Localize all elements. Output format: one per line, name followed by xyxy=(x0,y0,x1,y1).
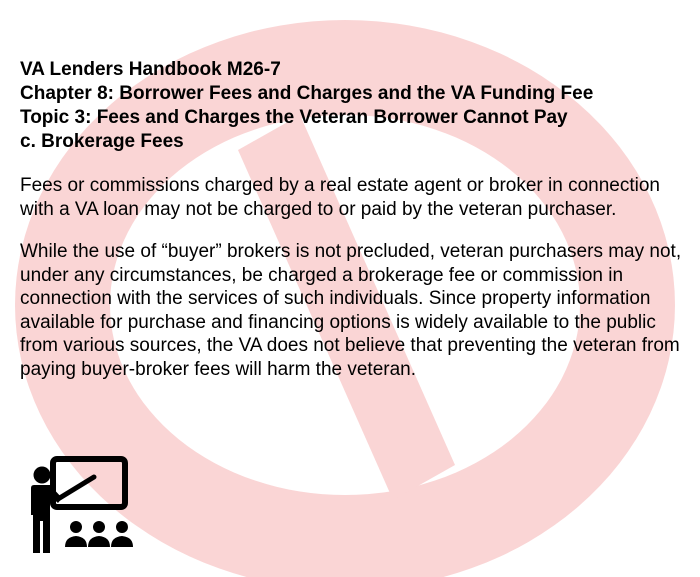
teacher-presentation-icon xyxy=(28,455,138,555)
chapter-title: Chapter 8: Borrower Fees and Charges and the VA Funding Fee xyxy=(20,83,594,104)
handbook-title: VA Lenders Handbook M26-7 xyxy=(20,59,281,80)
document-header xyxy=(20,58,688,154)
paragraph-2: While the use of “buyer” brokers is not precluded, veteran purchasers may not, under any circumstances, be charged a brokerage fee or commission in connection with the services of such individuals. Since property information available for purchase and financing options is widely available to the public from various sources, the VA does not believe that preventing the veteran from paying buyer-broker fees will harm the veteran. xyxy=(20,241,682,380)
paragraph-1: Fees or commissions charged by a real estate agent or broker in connection with a VA loan may not be charged to or paid by the veteran purchaser. xyxy=(20,175,660,220)
section-title: c. Brokerage Fees xyxy=(20,131,184,152)
document-content xyxy=(20,58,688,400)
topic-title: Topic 3: Fees and Charges the Veteran Borrower Cannot Pay xyxy=(20,107,568,128)
